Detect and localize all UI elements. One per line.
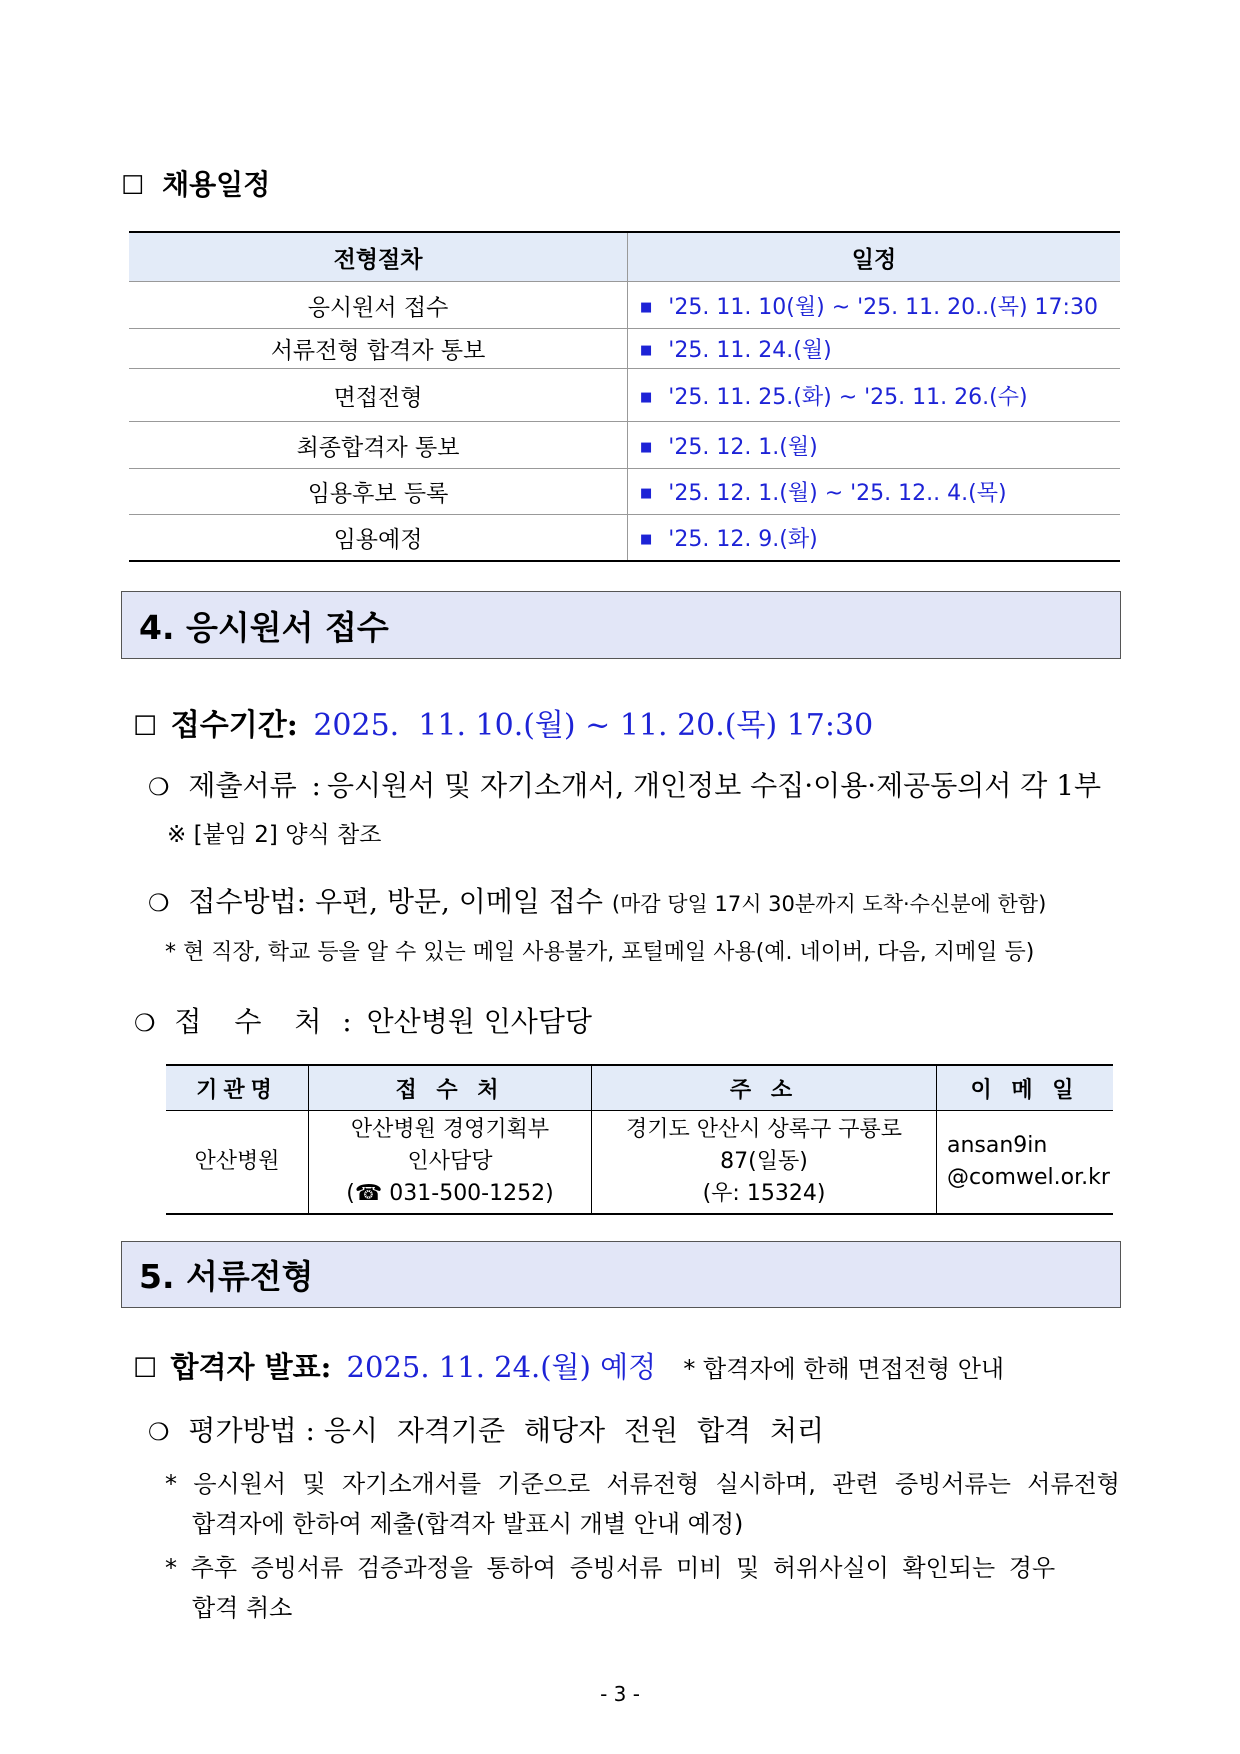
square-bullet-icon: ■ [640, 299, 653, 315]
contact-header-dept: 접 수 처 [309, 1065, 592, 1111]
schedule-date: '25. 11. 10(월) ~ '25. 11. 20..(목) 17:30 [668, 294, 1098, 320]
square-bullet-icon: ■ [640, 486, 653, 501]
section-4-heading: 4. 응시원서 접수 [121, 591, 1121, 659]
table-row [166, 1111, 1113, 1215]
schedule-step: 서류전형 합격자 통보 [129, 329, 628, 369]
checkbox-square-icon: ☐ [121, 171, 145, 201]
table-row [129, 369, 1120, 422]
evaluation-method-label: 평가방법 [188, 1414, 297, 1447]
contact-header-address: 주 소 [592, 1065, 937, 1111]
square-bullet-icon: ■ [640, 439, 653, 455]
receipt-period-label: 접수기간 [170, 708, 287, 743]
receipt-method: ❍ 접수방법: 우편, 방문, 이메일 접수 (마감 당일 17시 30분까지 도착·수신분에 한함) [148, 885, 1047, 918]
receipt-method-condition: (마감 당일 17시 30분까지 도착·수신분에 한함) [611, 892, 1047, 916]
schedule-date: '25. 12. 9.(화) [668, 526, 818, 552]
receipt-place-value: 안산병원 인사담당 [366, 1005, 592, 1038]
submit-docs-label: 제출서류 [188, 769, 297, 802]
receipt-period-value: 2025. 11. 10.(월) ~ 11. 20.(목) 17:30 [313, 708, 874, 743]
contact-table [166, 1064, 1113, 1215]
contact-dept: 안산병원 경영기획부 인사담당 (☎ 031-500-1252) [309, 1111, 592, 1215]
submit-docs: ❍ 제출서류 : 응시원서 및 자기소개서, 개인정보 수집·이용·제공동의서 각 1부 [148, 769, 1102, 802]
contact-header-org: 기관명 [166, 1065, 309, 1111]
contact-email: ansan9in @comwel.or.kr [937, 1111, 1114, 1215]
pass-announcement-label: 합격자 발표 [170, 1350, 321, 1384]
receipt-period: ☐ 접수기간: 2025. 11. 10.(월) ~ 11. 20.(목) 17:30 [133, 708, 874, 743]
contact-address: 경기도 안산시 상록구 구룡로 87(일동) (우: 15324) [592, 1111, 937, 1215]
schedule-header-step: 전형절차 [129, 232, 628, 282]
receipt-method-note: * 현 직장, 학교 등을 알 수 있는 메일 사용불가, 포털메일 사용(예. 네이버, 다음, 지메일 등) [165, 940, 1035, 965]
checkbox-square-icon: ☐ [133, 1353, 158, 1384]
square-bullet-icon: ■ [640, 389, 653, 405]
schedule-date: '25. 11. 25.(화) ~ '25. 11. 26.(수) [668, 384, 1028, 410]
schedule-date: '25. 12. 1.(월) ~ '25. 12.. 4.(목) [668, 481, 1007, 506]
contact-header-email: 이 메 일 [937, 1065, 1114, 1111]
schedule-date: '25. 11. 24.(월) [668, 338, 832, 363]
section-5-heading: 5. 서류전형 [121, 1241, 1121, 1308]
table-row [129, 469, 1120, 515]
schedule-header-date: 일정 [628, 232, 1121, 282]
evaluation-method-value: 응시 자격기준 해당자 전원 합격 처리 [323, 1414, 825, 1447]
receipt-method-label: 접수방법 [188, 885, 297, 918]
schedule-heading: ☐ 채용일정 [121, 168, 271, 201]
square-bullet-icon: ■ [640, 531, 653, 547]
receipt-place-label: 접 수 처 [174, 1005, 334, 1038]
table-row [129, 282, 1120, 329]
submit-docs-note: ※ [붙임 2] 양식 참조 [167, 822, 382, 848]
schedule-date: '25. 12. 1.(월) [668, 434, 818, 460]
evaluation-method: ❍ 평가방법 : 응시 자격기준 해당자 전원 합격 처리 [148, 1414, 825, 1447]
pass-announcement: ☐ 합격자 발표: 2025. 11. 24.(월) 예정 * 합격자에 한해 면접전형 안내 [133, 1350, 1005, 1384]
circle-bullet-icon: ❍ [148, 773, 170, 801]
schedule-step: 임용후보 등록 [129, 469, 628, 515]
submit-docs-value: 응시원서 및 자기소개서, 개인정보 수집·이용·제공동의서 각 1부 [326, 769, 1102, 802]
table-row [129, 329, 1120, 369]
schedule-step: 면접전형 [129, 369, 628, 422]
receipt-method-value: 우편, 방문, 이메일 접수 [314, 885, 603, 918]
pass-announcement-note: * 합격자에 한해 면접전형 안내 [683, 1355, 1005, 1383]
page-number: - 3 - [600, 1682, 640, 1706]
circle-bullet-icon: ❍ [134, 1009, 156, 1037]
pass-announcement-value: 2025. 11. 24.(월) 예정 [346, 1350, 657, 1384]
circle-bullet-icon: ❍ [148, 1418, 170, 1446]
schedule-step: 응시원서 접수 [129, 282, 628, 329]
schedule-step: 최종합격자 통보 [129, 422, 628, 469]
contact-org: 안산병원 [166, 1111, 309, 1215]
contact-phone: (☎ 031-500-1252) [346, 1181, 554, 1206]
schedule-step: 임용예정 [129, 515, 628, 561]
circle-bullet-icon: ❍ [148, 889, 170, 917]
table-row [129, 422, 1120, 469]
evaluation-note-2: * 추후 증빙서류 검증과정을 통하여 증빙서류 미비 및 허위사실이 확인되는 경우 합격 취소 [165, 1554, 1056, 1622]
schedule-table [129, 231, 1120, 562]
receipt-place: ❍ 접 수 처 : 안산병원 인사담당 [134, 1005, 592, 1038]
table-row [129, 515, 1120, 561]
checkbox-square-icon: ☐ [133, 711, 158, 742]
evaluation-note-1: * 응시원서 및 자기소개서를 기준으로 서류전형 실시하며, 관련 증빙서류는 서류전형 합격자에 한하여 제출(합격자 발표시 개별 안내 예정) [165, 1470, 1120, 1538]
square-bullet-icon: ■ [640, 343, 653, 358]
